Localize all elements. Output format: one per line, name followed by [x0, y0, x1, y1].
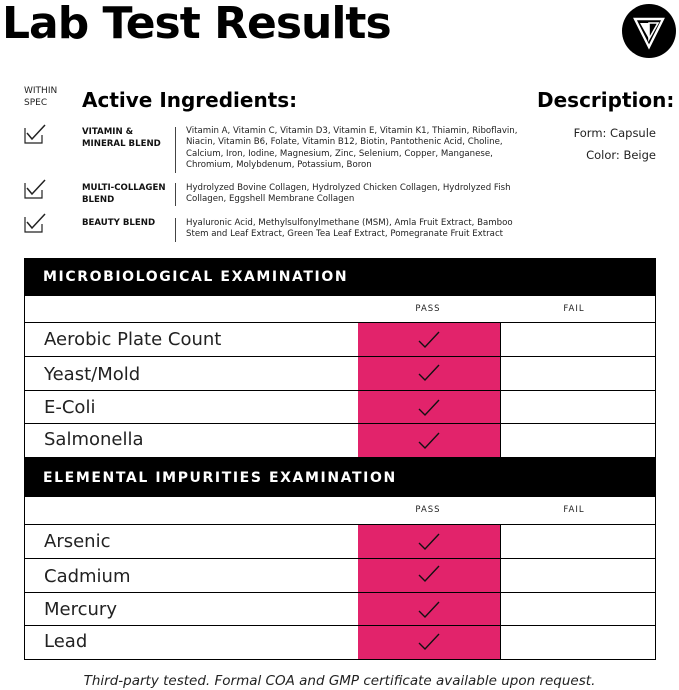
checkbox-checked-icon [24, 179, 46, 199]
test-name: Mercury [44, 599, 117, 620]
checkbox-checked-icon [24, 213, 46, 233]
pass-cell [358, 626, 500, 659]
footer-note: Third-party tested. Formal COA and GMP certificate available upon request. [83, 673, 596, 689]
test-name: E-Coli [44, 397, 96, 418]
test-name: Arsenic [44, 531, 111, 552]
check-icon [418, 565, 440, 583]
pass-cell [358, 424, 500, 457]
test-name: Yeast/Mold [44, 364, 141, 385]
check-icon [418, 364, 440, 382]
pass-cell [358, 391, 500, 423]
description-color: Color: Beige [586, 148, 656, 162]
pass-cell [358, 559, 500, 592]
pass-cell [358, 525, 500, 558]
pass-cell [358, 323, 500, 356]
check-icon [418, 399, 440, 417]
pass-cell [358, 593, 500, 625]
check-icon [418, 601, 440, 619]
brand-logo-v-icon [622, 4, 676, 58]
elemental-impurities-section-header: ELEMENTAL IMPURITIES EXAMINATION [24, 458, 656, 497]
blend-divider [175, 183, 176, 206]
table-row [24, 524, 656, 559]
fail-column-header: FAIL [563, 505, 585, 515]
blend-divider [175, 127, 176, 173]
check-icon [418, 533, 440, 551]
table-row [24, 357, 656, 391]
page-title: Lab Test Results [2, 0, 391, 49]
microbiological-section-header: MICROBIOLOGICAL EXAMINATION [24, 258, 656, 296]
active-ingredients-heading: Active Ingredients: [82, 88, 298, 112]
column-divider [500, 391, 501, 423]
within-spec-label: WITHIN SPEC [24, 86, 58, 108]
fail-column-header: FAIL [563, 304, 585, 314]
table-row [24, 559, 656, 593]
test-name: Aerobic Plate Count [44, 329, 222, 350]
table-row [24, 322, 656, 357]
column-divider [500, 323, 501, 356]
blend-name-multi-collagen: MULTI-COLLAGEN BLEND [82, 183, 166, 205]
pass-column-header: PASS [415, 505, 441, 515]
column-divider [500, 525, 501, 558]
table-row [24, 424, 656, 458]
pass-column-header: PASS [415, 304, 441, 314]
column-divider [500, 357, 501, 390]
blend-divider [175, 218, 176, 242]
table-row [24, 593, 656, 626]
check-icon [418, 432, 440, 450]
pass-cell [358, 357, 500, 390]
test-name: Cadmium [44, 566, 131, 587]
description-heading: Description: [537, 88, 675, 112]
check-icon [418, 331, 440, 349]
description-form: Form: Capsule [573, 126, 656, 140]
blend-ingredients-beauty: Hyaluronic Acid, Methylsulfonylmethane (MSM), Amla Fruit Extract, Bamboo Stem and Leaf Extract, Green Tea Leaf Extract, Pomegranate Fruit Extract [186, 218, 513, 240]
column-divider [500, 559, 501, 592]
test-name: Lead [44, 631, 88, 652]
table-row [24, 626, 656, 660]
blend-name-vitamin-mineral: VITAMIN & MINERAL BLEND [82, 127, 161, 149]
blend-name-beauty: BEAUTY BLEND [82, 218, 156, 228]
table-row [24, 391, 656, 424]
checkbox-checked-icon [24, 124, 46, 144]
blend-ingredients-multi-collagen: Hydrolyzed Bovine Collagen, Hydrolyzed Chicken Collagen, Hydrolyzed Fish Collagen, Eggshell Membrane Collagen [186, 183, 511, 205]
column-divider [500, 424, 501, 457]
column-divider [500, 626, 501, 659]
column-divider [500, 593, 501, 625]
check-icon [418, 633, 440, 651]
blend-ingredients-vitamin-mineral: Vitamin A, Vitamin C, Vitamin D3, Vitamin E, Vitamin K1, Thiamin, Riboflavin, Niacin, Vitamin B6, Folate, Vitamin B12, Biotin, Pantothenic Acid, Choline, Calcium, Iron, Iodine, Magnesium, Zinc, Selenium, Copper, Manganese, Chromium, Molybdenum, Potassium, Boron [186, 126, 518, 170]
test-name: Salmonella [44, 429, 144, 450]
